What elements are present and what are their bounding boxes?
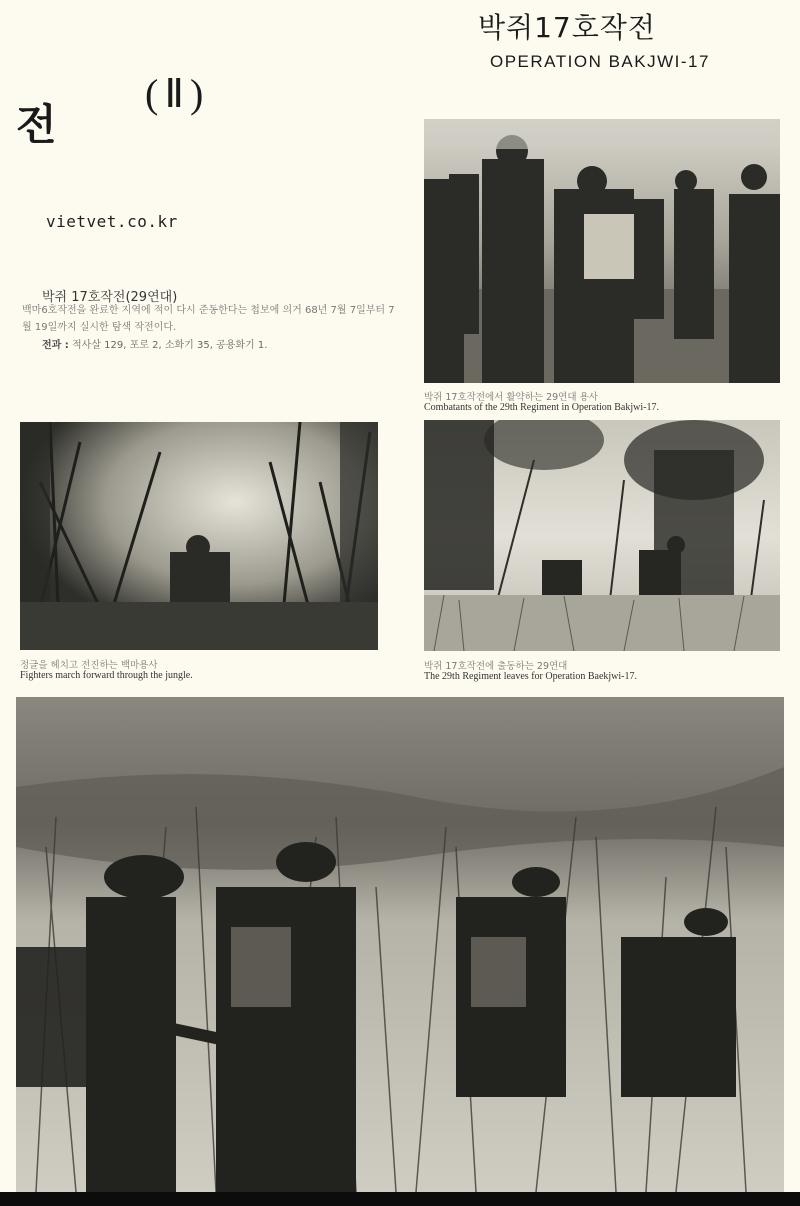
photo-soldiers-tall-grass-image [16, 697, 784, 1192]
photo-soldiers-tall-grass [16, 697, 784, 1192]
page-title-korean: 박쥐17호작전 [478, 11, 656, 44]
article-body-text: 백마6호작전을 완료한 지역에 적이 다시 준동한다는 첩보에 의거 68년 7월 7일부터 7월 19일까지 실시한 탐색 작전이다. [22, 305, 395, 333]
article-heading: 박쥐 17호작전(29연대) [42, 290, 178, 305]
photo-jungle-march [20, 422, 378, 650]
page-title-english: OPERATION BAKJWI-17 [490, 52, 710, 71]
article-result-text: 적사살 129, 포로 2, 소화기 35, 공용화기 1. [72, 340, 268, 351]
photo-soldiers-standing [424, 119, 780, 383]
section-character: 전 [16, 100, 57, 149]
photo-regiment-leaves-caption-kr: 박쥐 17호작전에 출동하는 29연대 [424, 661, 568, 672]
photo-regiment-leaves-image [424, 420, 780, 651]
bottom-border [0, 1192, 800, 1206]
photo-soldiers-standing-caption-en: Combatants of the 29th Regiment in Operation Bakjwi-17. [424, 402, 659, 413]
photo-jungle-march-image [20, 422, 378, 650]
article-result-label: 전과 : [42, 340, 69, 351]
photo-regiment-leaves [424, 420, 780, 651]
section-numeral: (Ⅱ) [145, 71, 210, 116]
article-body [22, 302, 402, 336]
photo-regiment-leaves-caption-en: The 29th Regiment leaves for Operation Baekjwi-17. [424, 671, 637, 682]
photo-jungle-march-caption-kr: 정글을 헤치고 전진하는 백마용사 [20, 660, 158, 671]
photo-soldiers-standing-caption-kr: 박쥐 17호작전에서 활약하는 29연대 용사 [424, 392, 598, 403]
photo-jungle-march-caption-en: Fighters march forward through the jungle. [20, 670, 193, 681]
photo-soldiers-standing-image [424, 119, 780, 383]
watermark-text: vietvet.co.kr [46, 212, 178, 231]
article-result [42, 336, 267, 351]
